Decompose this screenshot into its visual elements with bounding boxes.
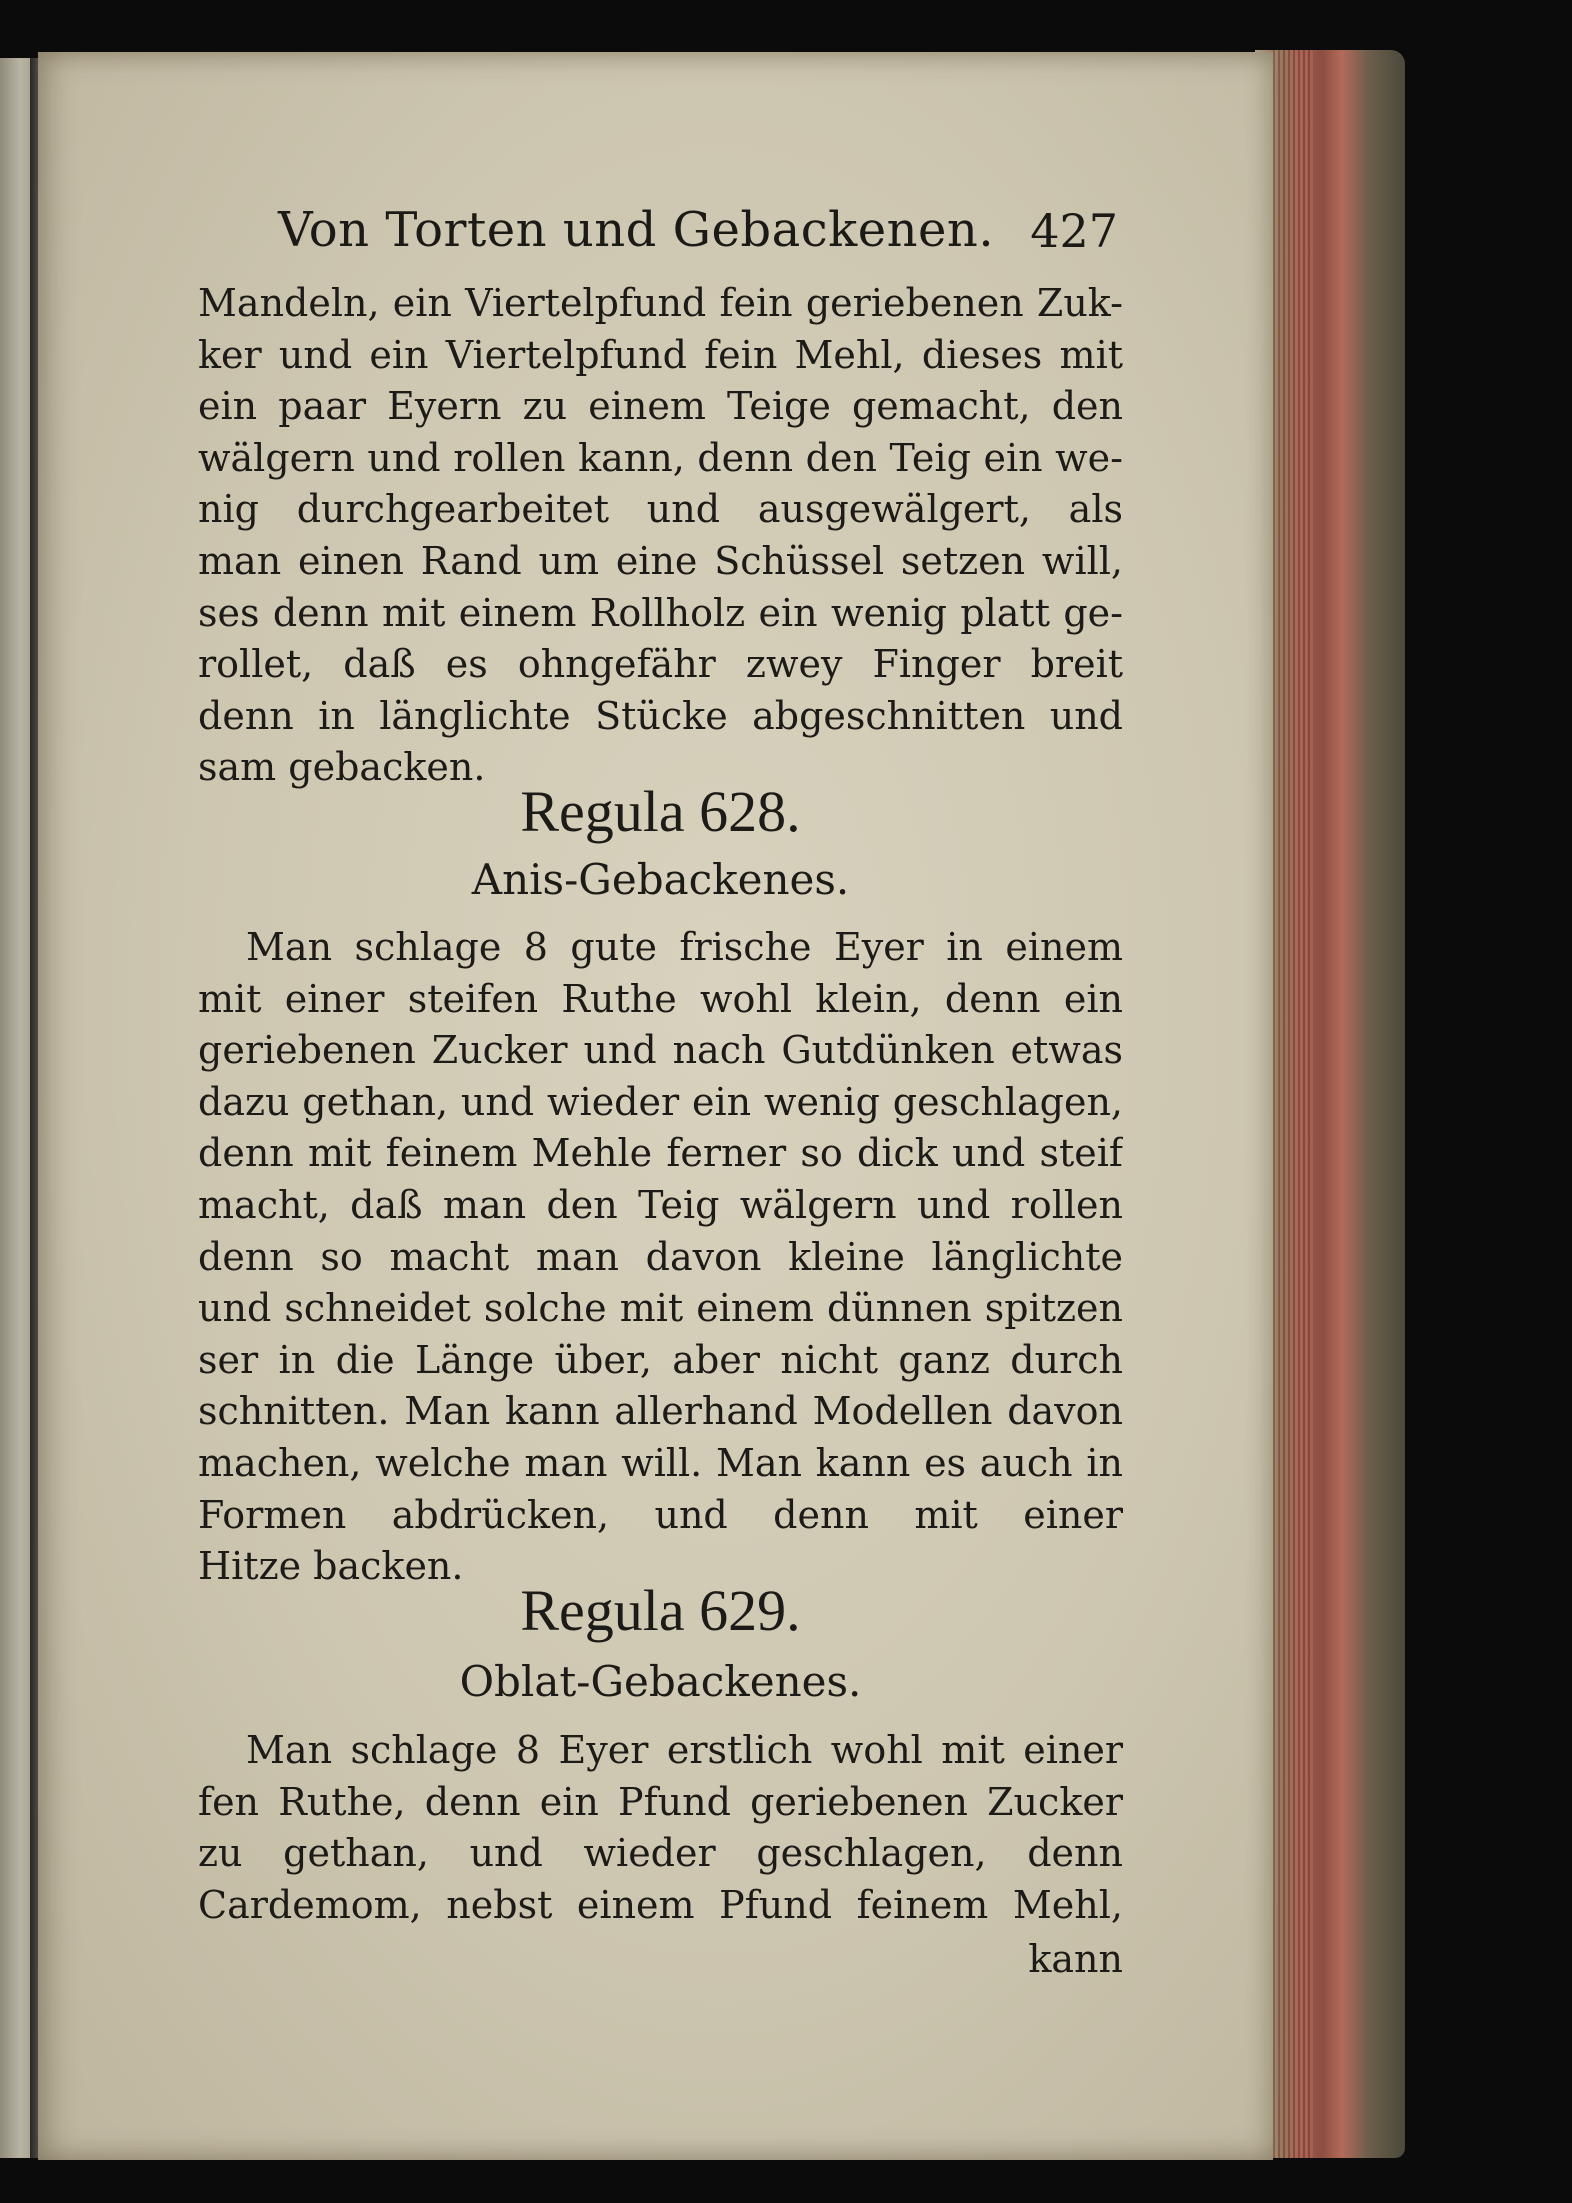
text-line: sam gebacken. — [198, 745, 486, 790]
text-line: fen Ruthe, denn ein Pfund geriebenen Zucker — [198, 1779, 1123, 1824]
recipe-heading: Regula 628. — [520, 779, 801, 844]
catchword: kann — [1028, 1937, 1123, 1981]
text-line: denn in länglichte Stücke abgeschnitten und — [198, 693, 1123, 738]
text-line: Formen abdrücken, und denn mit einer — [198, 1492, 1123, 1537]
facing-page-edge — [0, 58, 34, 2158]
text-line: ser in die Länge über, aber nicht ganz durch — [198, 1337, 1123, 1382]
text-line: ein paar Eyern zu einem Teige gemacht, den — [198, 384, 1123, 429]
text-line: nig durchgearbeitet und ausgewälgert, als — [198, 487, 1123, 532]
text-line: geriebenen Zucker und nach Gutdünken etwas — [198, 1028, 1123, 1073]
text-line: schnitten. Man kann allerhand Modellen davon — [198, 1389, 1123, 1434]
text-line: macht, daß man den Teig wälgern und rollen — [198, 1182, 1123, 1227]
text-line: wälgern und rollen kann, denn den Teig ein we- — [198, 435, 1123, 480]
recipe-body — [198, 922, 1123, 1593]
text-line: und schneidet solche mit einem dünnen spitzen — [198, 1286, 1123, 1331]
text-line: denn mit feinem Mehle ferner so dick und steif — [198, 1131, 1123, 1176]
text-line: rollet, daß es ohngefähr zwey Finger breit — [198, 642, 1123, 687]
text-line: machen, welche man will. Man kann es auch in — [198, 1440, 1123, 1485]
page-number: 427 — [1030, 204, 1118, 258]
text-line: mit einer steifen Ruthe wohl klein, denn ein — [198, 976, 1123, 1021]
text-line: man einen Rand um eine Schüssel setzen will, — [198, 538, 1123, 583]
text-line: ses denn mit einem Rollholz ein wenig platt ge- — [198, 590, 1123, 635]
text-line: ker und ein Viertelpfund fein Mehl, dieses mit — [198, 332, 1123, 377]
text-line: Hitze backen. — [198, 1544, 464, 1589]
book-fore-edge — [1255, 50, 1405, 2158]
text-line: Mandeln, ein Viertelpfund fein geriebenen Zuk- — [198, 281, 1123, 325]
page-header — [278, 202, 1118, 282]
recipe-heading: Regula 629. — [520, 1578, 801, 1643]
book-page — [38, 52, 1273, 2160]
text-line: dazu gethan, und wieder ein wenig geschlagen, — [198, 1079, 1123, 1124]
text-line: Man schlage 8 Eyer erstlich wohl mit einer — [246, 1728, 1123, 1772]
text-line: denn so macht man davon kleine länglichte — [198, 1234, 1123, 1279]
recipe-title: Oblat-Gebackenes. — [459, 1657, 862, 1706]
running-title: Von Torten und Gebackenen. — [278, 202, 995, 258]
catchword-line — [198, 1937, 1123, 1989]
text-line: zu gethan, und wieder geschlagen, denn — [198, 1831, 1123, 1876]
text-line: Cardemom, nebst einem Pfund feinem Mehl, — [198, 1882, 1123, 1927]
recipe-body — [198, 1725, 1123, 1931]
continued-paragraph — [198, 278, 1123, 794]
text-line: Man schlage 8 gute frische Eyer in einem — [246, 925, 1123, 969]
recipe-title: Anis-Gebackenes. — [471, 855, 850, 904]
